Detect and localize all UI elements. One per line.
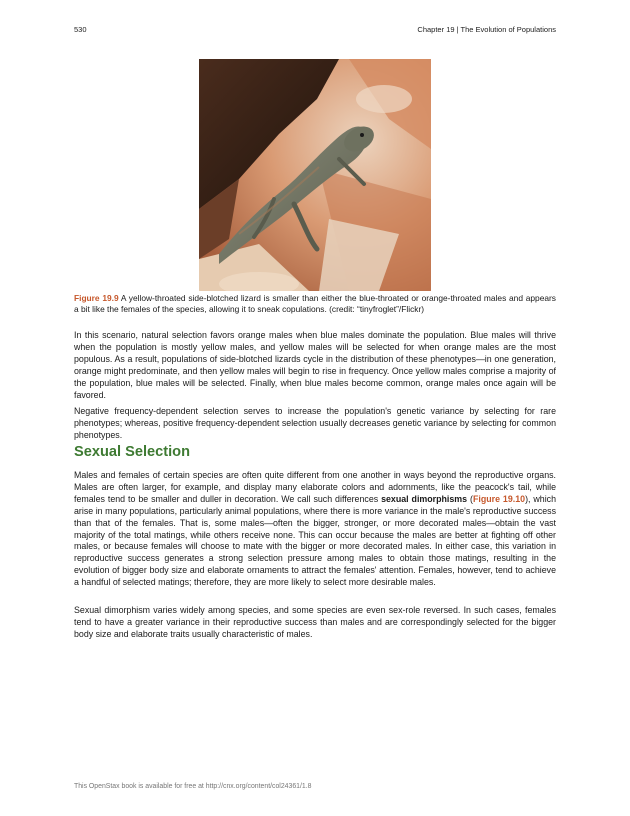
figure-reference-link[interactable]: Figure 19.10 — [472, 493, 526, 504]
paragraph-frequency-dependent: Negative frequency-dependent selection serves to increase the population's genetic variance by selecting for rare phenotypes; whereas, positive frequency-dependent selection usually decreases genetic variance by selecting for common phenotypes. — [74, 406, 556, 440]
paragraph-cycle: In this scenario, natural selection favors orange males when blue males dominate the population. Blue males will thrive when the population is mostly yellow males, and yellow males will be selected for when orange males are the most populous. As a result, populations of side-blotched lizards cycle in the distribution of these phenotypes—in one generation, orange might predominate, and then yellow males will begin to rise in frequency. Once yellow males comprise a majority of the population, blue males will be selected. Finally, when blue males become common, orange males once again will be favored. — [74, 330, 556, 400]
page-footer: This OpenStax book is available for free at http://cnx.org/content/col24361/1.8 — [74, 783, 312, 790]
lizard-photo — [199, 59, 431, 291]
paragraph-text: ), which arise in many populations, particularly animal populations, where there is more variance in the male's reproductive success than that of the females. That is, some males—often the bigger, stronger, or more decorated males—obtain the vast majority of the total matings, while others receive none. This can occur because the males are better at fighting off other males, or because females will choose to mate with the bigger or more decorated males. In either case, this variation in reproductive success generates a strong selection pressure among males to obtain those matings, resulting in the evolution of bigger body size and elaborate ornaments to attract the females' attention. Females, however, tend to achieve a handful of selected matings; therefore, they are more likely to select more desirable males. — [74, 493, 556, 588]
paragraph-text: ( — [467, 493, 473, 504]
figure-caption-text: A yellow-throated side-blotched lizard is smaller than either the blue-throated or orange-throated males and appears a bit like the females of the species, allowing it to sneak copulations. (credit: “tinyfroglet”/Flickr) — [74, 293, 556, 315]
figure-label: Figure 19.9 — [74, 293, 119, 303]
paragraph-text: Males and females of certain species are often quite different from one another in ways beyond the reproductive organs. Males are often larger, for example, and display many elaborate colors and adornments, like the peacock's tail, while females tend to be smaller and duller in decoration. We call such differences — [74, 470, 556, 504]
page-number: 530 — [74, 25, 87, 34]
section-heading: Sexual Selection — [74, 444, 190, 460]
key-term: sexual dimorphisms — [381, 493, 468, 504]
chapter-title: Chapter 19 | The Evolution of Populations — [417, 25, 556, 34]
figure-caption — [74, 293, 556, 316]
paragraph-sexual-dimorphism — [74, 470, 556, 589]
paragraph-sex-role-reversed: Sexual dimorphism varies widely among species, and some species are even sex-role reversed. In such cases, females tend to have a greater variance in their reproductive success than males and are correspondingly selected for the bigger body size and elaborate traits usually characteristic of males. — [74, 605, 556, 639]
